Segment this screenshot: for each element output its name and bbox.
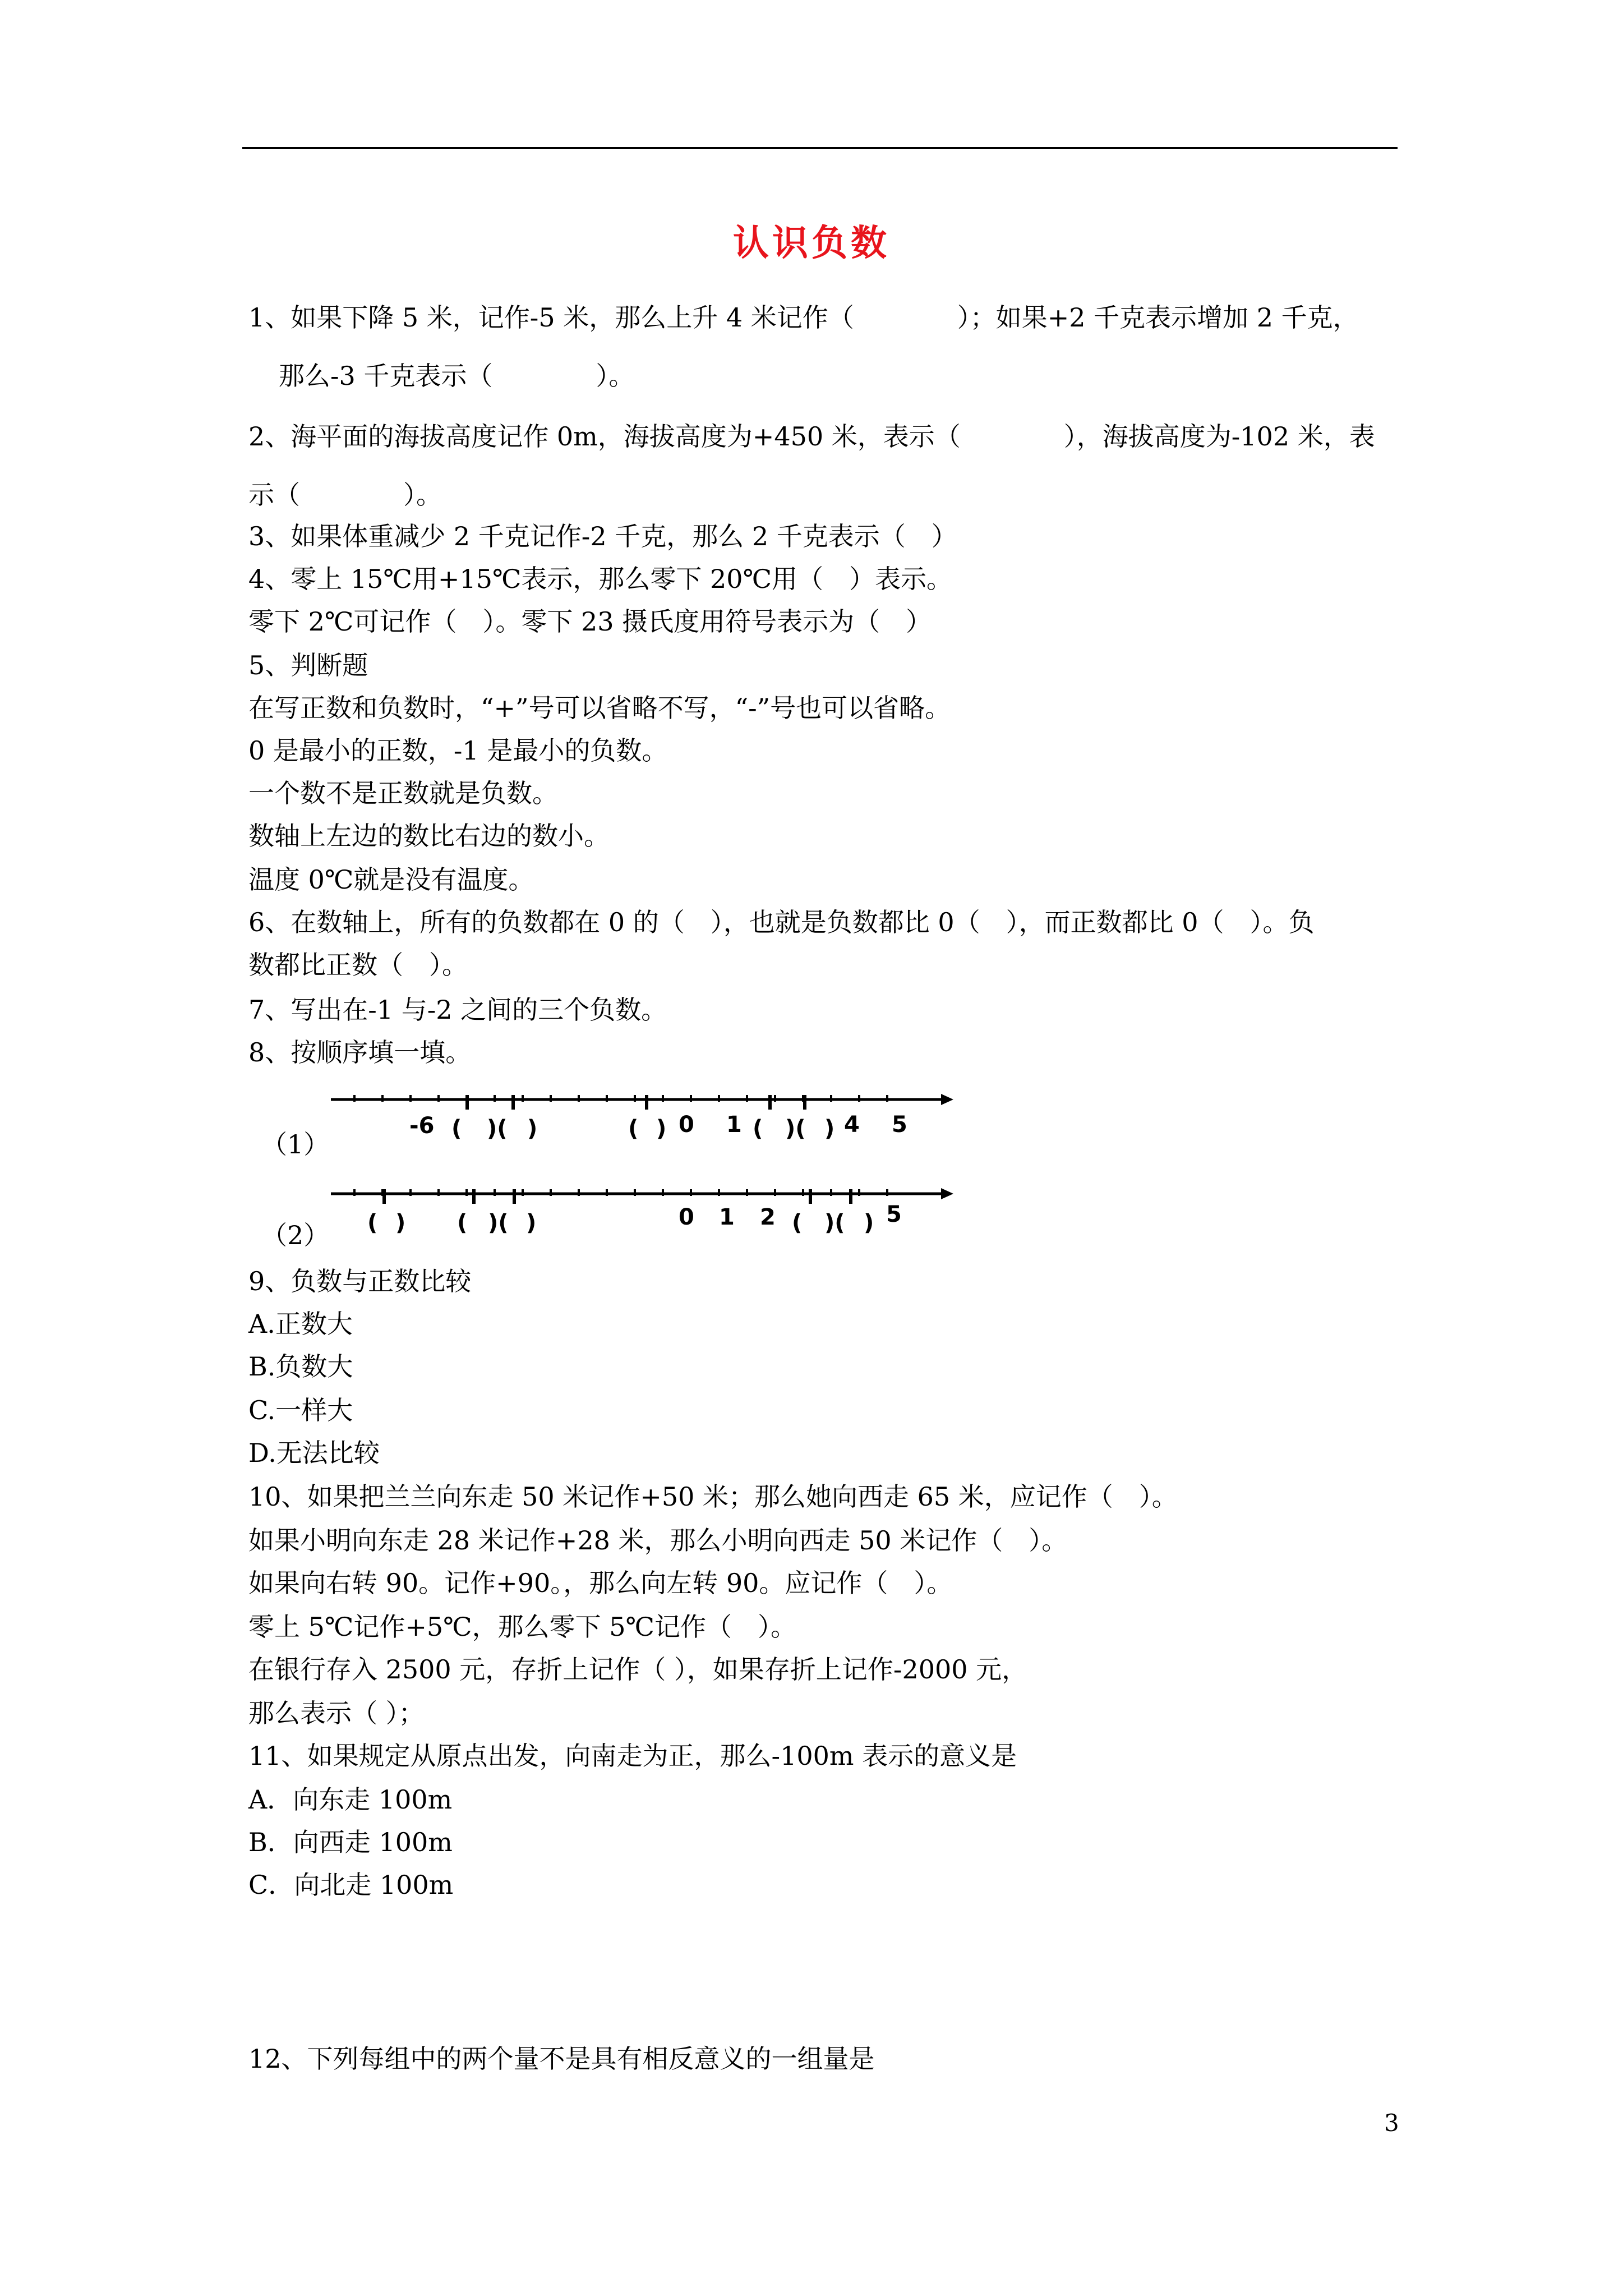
q5-item2: 0 是最小的正数，-1 是最小的负数。 [248,735,668,766]
page-number: 3 [1384,2109,1399,2137]
numline2-mark: 2 [760,1204,776,1230]
numline1 [331,1088,953,1150]
q9-title: 9、负数与正数比较 [248,1266,472,1296]
numline2-mark: ) [864,1210,874,1236]
q10-line6: 那么表示（ ）； [248,1698,425,1728]
numline1-mark: -6 [409,1113,435,1139]
q4-line2: 零下 2℃可记作（ ）。零下 23 摄氏度用符号表示为（ ） [248,606,932,637]
numline2-mark: ( [457,1210,468,1236]
q10-line5: 在银行存入 2500 元，存折上记作（ ），如果存折上记作-2000 元， [248,1654,1028,1685]
header-rule [242,147,1398,149]
q2-line1: 2、海平面的海拔高度记作 0m，海拔高度为+450 米，表示（ ），海拔高度为-102 米，表 [248,421,1375,452]
q5-item5: 温度 0℃就是没有温度。 [248,864,534,895]
numline2-mark: )( [824,1210,845,1236]
numline2-mark: ( [367,1210,378,1236]
numline2-mark: ) [395,1210,406,1236]
q8-title: 8、按顺序填一填。 [248,1037,472,1068]
numline2-mark: 1 [719,1204,735,1230]
numline1-mark: ( [628,1116,639,1142]
q10-line1: 10、如果把兰兰向东走 50 米记作+50 米；那么她向西走 65 米，应记作（ ）。 [248,1481,1178,1512]
numline1-label: （1） [261,1129,330,1159]
numline1-mark: )( [487,1116,508,1142]
q9-option-c: C.一样大 [248,1395,353,1425]
numline2-label: （2） [261,1220,330,1250]
q5-item1: 在写正数和负数时，“+”号可以省略不写，“-”号也可以省略。 [248,693,951,723]
numline1-mark: ( [451,1116,462,1142]
q1-line2: 那么-3 千克表示（ ）。 [279,361,635,391]
q10-line4: 零上 5℃记作+5℃，那么零下 5℃记作（ ）。 [248,1612,796,1642]
numline1-mark: 5 [892,1112,907,1138]
q12-title: 12、下列每组中的两个量不是具有相反意义的一组量是 [248,2044,875,2074]
page-title: 认识负数 [733,222,890,264]
numline1-arrow [941,1094,953,1105]
numline2-markers [382,1189,852,1204]
numline1-mark: 4 [844,1112,860,1138]
numline2-mark: ) [526,1210,537,1236]
q4-line1: 4、零上 15℃用+15℃表示，那么零下 20℃用（ ）表示。 [248,564,953,594]
numline1-mark: 0 [679,1112,694,1138]
numline2-mark: ( [792,1210,803,1236]
q11-option-c: C．向北走 100m [248,1870,454,1900]
q1-line1: 1、如果下降 5 米，记作-5 米，那么上升 4 米记作（ ）；如果+2 千克表示增加 2 千克， [248,302,1359,333]
q3-text: 3、如果体重减少 2 千克记作-2 千克，那么 2 千克表示（ ） [248,521,957,551]
q7-text: 7、写出在-1 与-2 之间的三个负数。 [248,995,667,1025]
q9-option-a: A.正数大 [248,1309,353,1339]
q9-option-d: D.无法比较 [248,1438,380,1468]
q5-title: 5、判断题 [248,650,368,680]
q9-option-b: B.负数大 [248,1351,353,1382]
q6-line2: 数都比正数（ ）。 [248,950,468,980]
q10-line2: 如果小明向东走 28 米记作+28 米，那么小明向西走 50 米记作（ ）。 [248,1525,1068,1556]
q11-option-a: A．向东走 100m [248,1784,453,1815]
numline2 [331,1182,953,1244]
q6-line1: 6、在数轴上，所有的负数都在 0 的（ ），也就是负数都比 0（ ），而正数都比 0（ ）。负 [248,907,1315,937]
numline1-mark: )( [785,1116,806,1142]
numline1-mark: ) [824,1116,835,1142]
numline2-arrow [941,1188,953,1199]
q5-item3: 一个数不是正数就是负数。 [248,778,558,808]
numline2-mark: 5 [886,1202,902,1227]
q10-line3: 如果向右转 90。记作+90。，那么向左转 90。应记作（ ）。 [248,1568,953,1598]
numline2-mark: )( [488,1210,509,1236]
q11-option-b: B．向西走 100m [248,1827,453,1857]
q2-line2: 示（ ）。 [248,480,442,510]
numline1-mark: ) [527,1116,538,1142]
numline1-mark: ( [753,1116,763,1142]
numline2-mark: 0 [679,1204,694,1230]
q11-title: 11、如果规定从原点出发，向南走为正，那么-100m 表示的意义是 [248,1741,1017,1771]
numline1-mark: 1 [726,1112,742,1138]
q5-item4: 数轴上左边的数比右边的数小。 [248,821,610,851]
numline1-mark: ) [656,1116,667,1142]
